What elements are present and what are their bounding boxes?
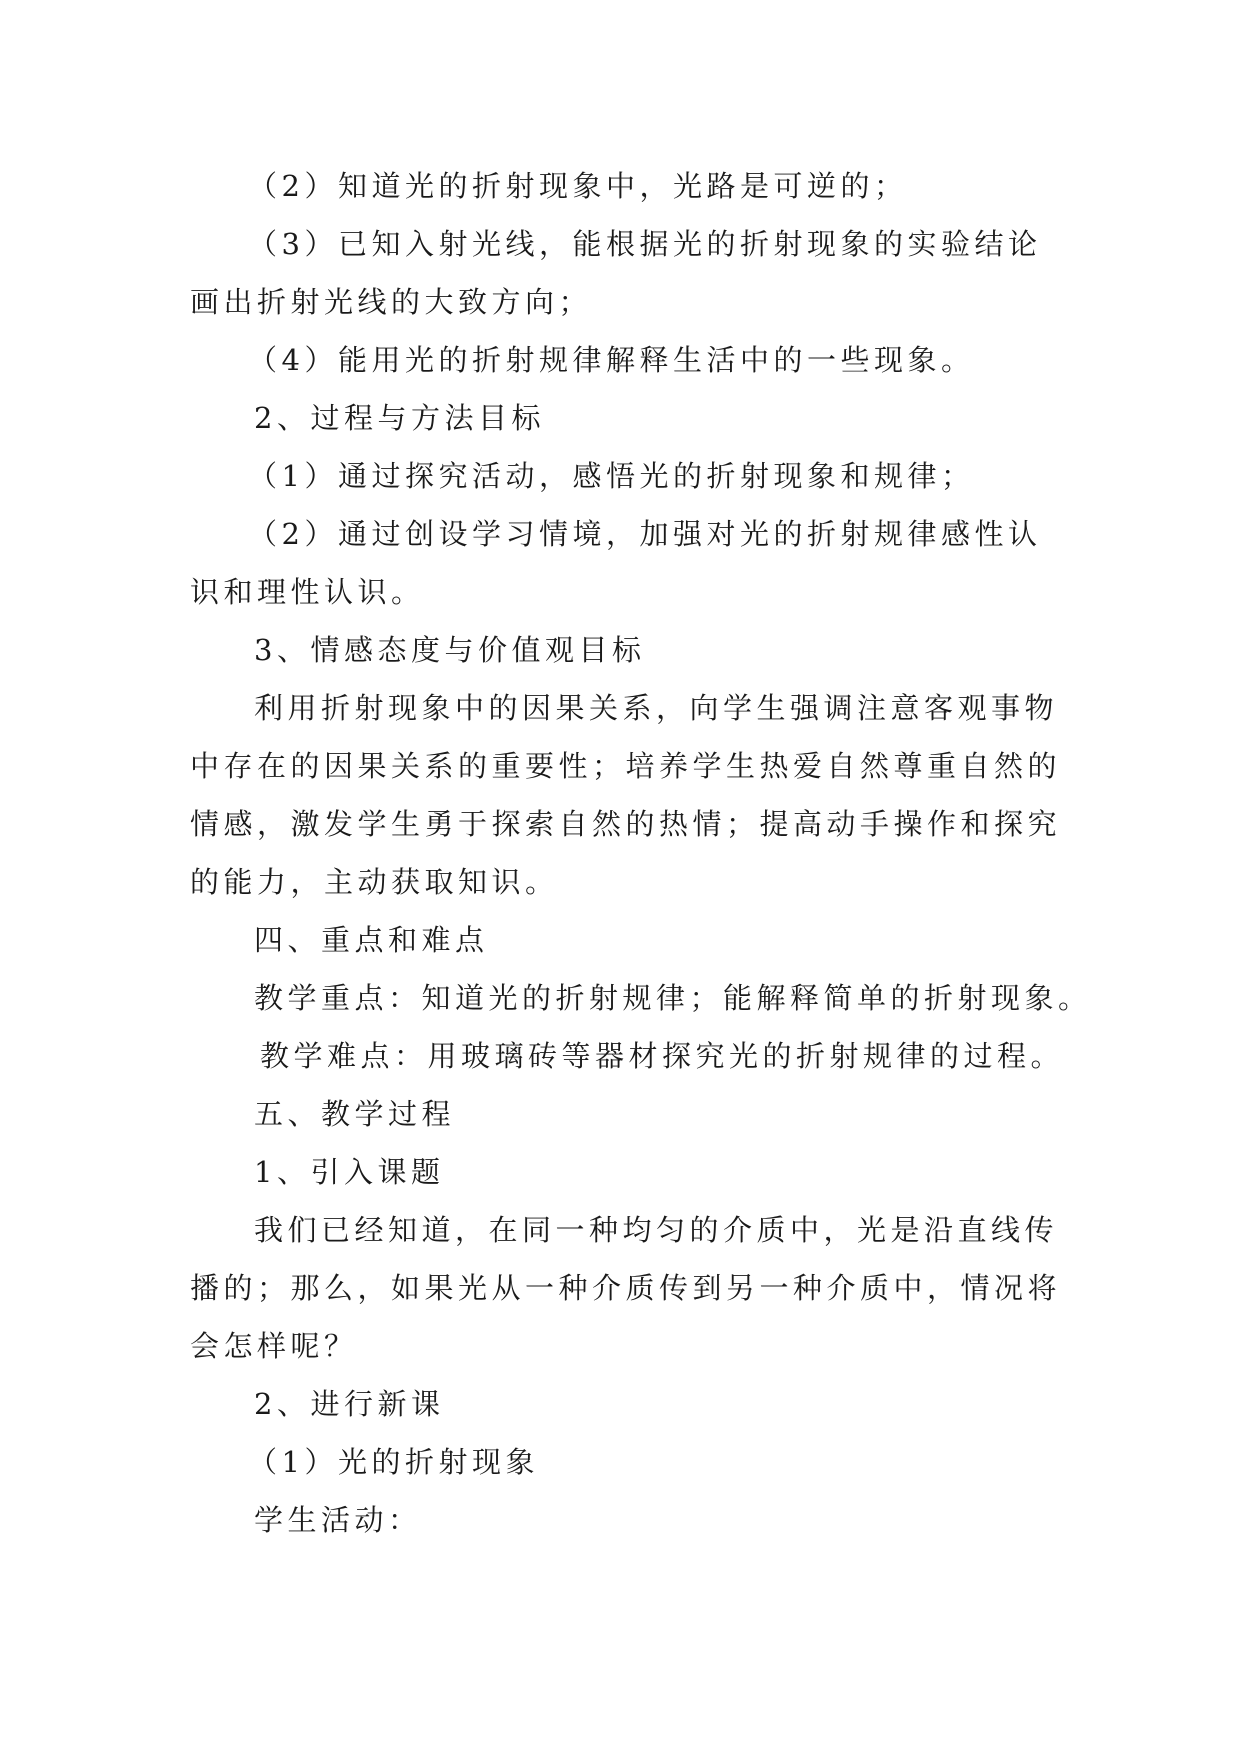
text-line: 利用折射现象中的因果关系，向学生强调注意客观事物 [254, 691, 1059, 725]
text-line: 教学重点：知道光的折射规律；能解释简单的折射现象。 [254, 981, 1092, 1015]
text-line: （1）通过探究活动，感悟光的折射现象和规律； [248, 459, 975, 493]
text-line: 学生活动： [254, 1503, 422, 1537]
section-heading: 2、过程与方法目标 [254, 401, 545, 435]
text-line: （4）能用光的折射规律解释生活中的一些现象。 [248, 343, 975, 377]
text-line: 我们已经知道，在同一种均匀的介质中，光是沿直线传 [254, 1213, 1059, 1247]
text-line: 情感，激发学生勇于探索自然的热情；提高动手操作和探究 [190, 807, 1062, 841]
text-line: 会怎样呢？ [190, 1329, 358, 1363]
text-line: （1）光的折射现象 [248, 1445, 539, 1479]
section-heading: 五、教学过程 [254, 1097, 456, 1131]
text-line: 识和理性认识。 [190, 575, 425, 609]
text-line: 画出折射光线的大致方向； [190, 285, 593, 319]
text-line: 的能力，主动获取知识。 [190, 865, 559, 899]
section-heading: 3、情感态度与价值观目标 [254, 633, 646, 667]
text-line: （2）通过创设学习情境，加强对光的折射规律感性认 [248, 517, 1042, 551]
text-line: 播的；那么，如果光从一种介质传到另一种介质中，情况将 [190, 1271, 1062, 1305]
section-heading: 四、重点和难点 [254, 923, 489, 957]
text-line: （2）知道光的折射现象中，光路是可逆的； [248, 169, 908, 203]
text-line: （3）已知入射光线，能根据光的折射现象的实验结论 [248, 227, 1042, 261]
section-heading: 2、进行新课 [254, 1387, 445, 1421]
section-heading: 1、引入课题 [254, 1155, 445, 1189]
text-line: 教学难点：用玻璃砖等器材探究光的折射规律的过程。 [260, 1039, 1065, 1073]
text-line: 中存在的因果关系的重要性；培养学生热爱自然尊重自然的 [190, 749, 1062, 783]
